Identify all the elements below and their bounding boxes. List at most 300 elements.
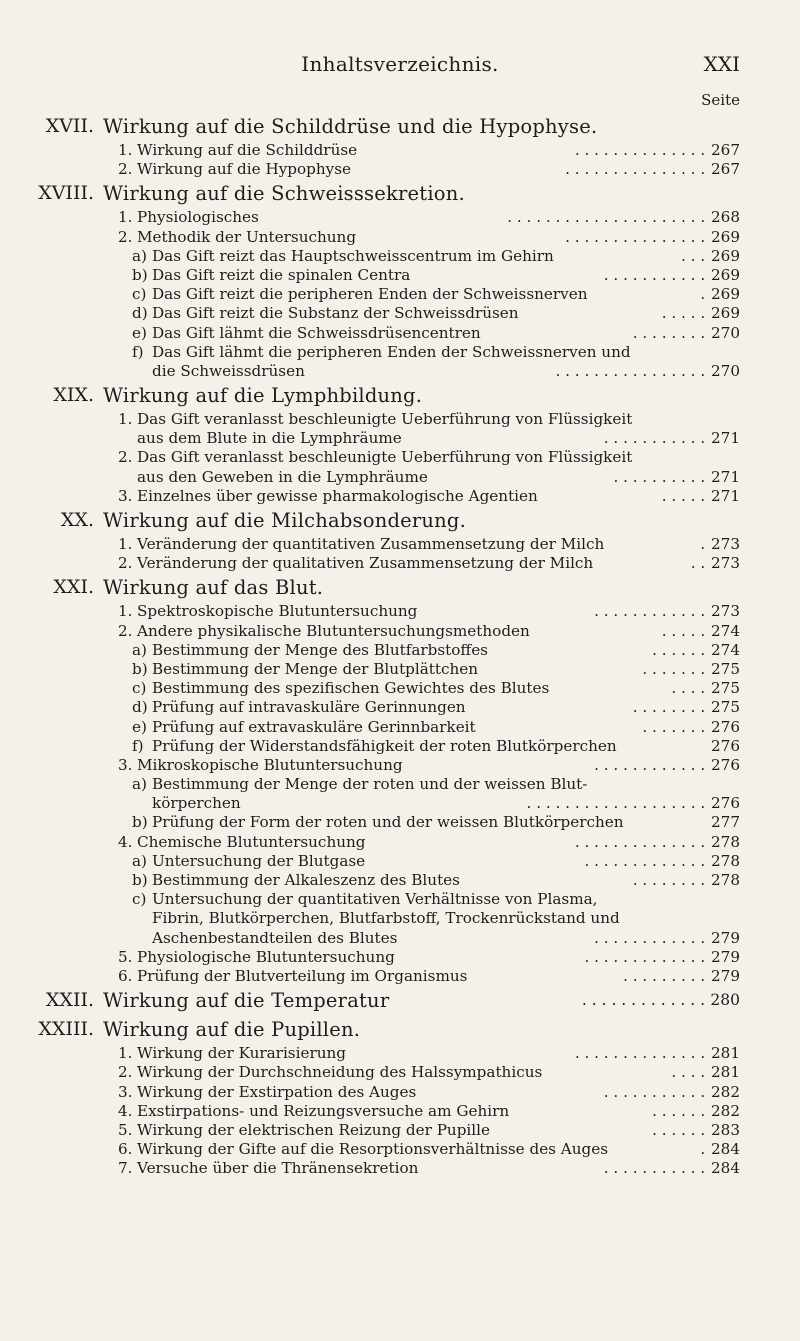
entry-text: Wirkung der Durchschneidung des Halssympathicus: [137, 1063, 543, 1082]
entry-line: [0, 641, 800, 660]
toc-subentry: [0, 890, 800, 948]
entry-line: [0, 1121, 800, 1140]
entry-page-ref: [633, 871, 740, 890]
entry-line: [0, 362, 800, 381]
chapter-title: Wirkung auf das Blut.: [103, 576, 324, 600]
toc-entry: [0, 160, 800, 179]
page-ref: 283: [711, 1120, 740, 1139]
toc-entry: [0, 208, 800, 227]
page-ref: 270: [711, 361, 740, 380]
entry-line: [0, 833, 800, 852]
entry-line: [0, 429, 800, 448]
page-ref: 278: [711, 871, 740, 889]
toc-subentry: [0, 247, 800, 266]
entry-line: [0, 698, 800, 717]
toc-subentry: [0, 718, 800, 737]
entry-line: [0, 737, 800, 756]
entry-number: 4.: [118, 832, 133, 851]
entry-text: Das Gift lähmt die Schweissdrüsencentren: [152, 323, 481, 342]
entry-text: Bestimmung des spezifischen Gewichtes des Blutes: [152, 679, 550, 698]
entry-line: [0, 266, 800, 285]
entry-text: Chemische Blutuntersuchung: [137, 832, 366, 851]
table-of-contents: [0, 112, 800, 1178]
page-ref: 275: [711, 679, 740, 698]
entry-text: Das Gift reizt die peripheren Enden der Schweissnerven: [152, 285, 588, 304]
entry-number: 1.: [118, 602, 133, 621]
toc-subentry: [0, 871, 800, 890]
entry-line: [0, 909, 800, 928]
entry-text: Prüfung auf intravaskuläre Gerinnungen: [152, 698, 466, 717]
entry-text: Physiologisches: [137, 208, 259, 227]
entry-text: aus dem Blute in die Lymphräume: [137, 429, 402, 448]
entry-number: 1.: [118, 410, 133, 429]
entry-number: e): [132, 717, 147, 736]
running-header: [0, 52, 800, 82]
running-title: Inhaltsverzeichnis.: [301, 52, 499, 76]
entry-text: Das Gift lähmt die peripheren Enden der Schweissnerven und: [152, 342, 631, 361]
toc-entry: [0, 967, 800, 986]
entry-text: Das Gift reizt die Substanz der Schweissdrüsen: [152, 304, 519, 323]
entry-number: a): [132, 775, 147, 794]
chapter-number: XIX.: [53, 384, 94, 407]
entry-text: Prüfung der Form der roten und der weissen Blutkörperchen: [152, 813, 624, 832]
entry-number: a): [132, 640, 147, 659]
entry-line: [0, 448, 800, 467]
entry-line: [0, 1102, 800, 1121]
entry-text: Wirkung der elektrischen Reizung der Pupille: [137, 1120, 490, 1139]
chapter-heading: [0, 112, 800, 141]
page-ref: 277: [711, 813, 740, 832]
chapter-title: Wirkung auf die Schilddrüse und die Hypophyse.: [103, 115, 598, 138]
leader-dots: . . . . .: [661, 621, 710, 640]
leader-dots: . . . . . . . . . . . . .: [584, 947, 710, 966]
toc-entry: [0, 1083, 800, 1102]
entry-page-ref: [575, 141, 740, 160]
leader-dots: . . . . . . . . .: [623, 966, 710, 985]
toc-entry: [0, 602, 800, 621]
leader-dots: . . . .: [671, 679, 710, 698]
entry-text: Wirkung der Exstirpation des Auges: [137, 1082, 417, 1101]
entry-text: Aschenbestandteilen des Blutes: [152, 928, 398, 947]
entry-page-ref: [556, 362, 741, 381]
entry-line: [0, 929, 800, 948]
entry-text: Physiologische Blutuntersuchung: [137, 947, 395, 966]
toc-entry: [0, 228, 800, 247]
page-ref: 273: [711, 602, 740, 621]
chapter-heading: [0, 506, 800, 535]
toc-chapter: [0, 112, 800, 179]
toc-entry: [0, 448, 800, 486]
leader-dots: . . . . . .: [652, 1120, 710, 1139]
entry-text: Das Gift veranlasst beschleunigte Ueberführung von Flüssigkeit: [137, 410, 633, 429]
entry-line: [0, 468, 800, 487]
entry-text: Veränderung der qualitativen Zusammensetzung der Milch: [137, 554, 594, 573]
toc-subentry: [0, 660, 800, 679]
page-ref: 273: [711, 535, 740, 553]
leader-dots: . . . . .: [661, 304, 710, 323]
entry-number: e): [132, 323, 147, 342]
entry-number: 7.: [118, 1159, 133, 1178]
leader-dots: . . . . . .: [652, 1101, 710, 1120]
toc-entry: [0, 535, 800, 554]
entry-text: Wirkung der Kurarisierung: [137, 1044, 346, 1063]
entry-text: Bestimmung der Menge des Blutfarbstoffes: [152, 640, 488, 659]
entry-line: [0, 948, 800, 967]
leader-dots: . . . . . . . . . . . .: [594, 928, 710, 947]
page-ref: 271: [711, 467, 740, 486]
entry-line: [0, 304, 800, 323]
chapter-number: XXIII.: [38, 1018, 94, 1041]
toc-entry: [0, 1063, 800, 1082]
entry-text: Mikroskopische Blutuntersuchung: [137, 755, 403, 774]
entry-text: Methodik der Untersuchung: [137, 227, 357, 246]
page-ref: 274: [711, 640, 740, 659]
entry-text: Wirkung auf die Schilddrüse: [137, 141, 358, 159]
entry-line: [0, 228, 800, 247]
page-ref: 269: [711, 246, 740, 265]
page-ref: 281: [711, 1044, 740, 1063]
entry-page-ref: [662, 622, 740, 641]
entry-line: [0, 1140, 800, 1159]
entry-page-ref: [527, 794, 740, 813]
entry-line: [0, 794, 800, 813]
entry-page-ref: [613, 468, 740, 487]
leader-dots: . . . . . . . . . . . .: [594, 755, 710, 774]
entry-text: die Schweissdrüsen: [152, 361, 305, 380]
chapter-number: XXII.: [45, 989, 94, 1012]
page-ref: 271: [711, 429, 740, 448]
chapter-heading: [0, 573, 800, 602]
entry-page-ref: [700, 285, 740, 304]
entry-page-ref: [565, 160, 740, 179]
page-ref: 276: [711, 794, 740, 813]
entry-number: a): [132, 851, 147, 870]
entry-page-ref: [633, 698, 740, 717]
page-ref: 278: [711, 832, 740, 851]
entry-text: Das Gift reizt die spinalen Centra: [152, 265, 411, 284]
entry-line: [0, 324, 800, 343]
entry-number: 2.: [118, 448, 133, 467]
entry-text: Untersuchung der quantitativen Verhältnisse von Plasma,: [152, 890, 598, 909]
leader-dots: . . . . . . . . . . . . . .: [574, 141, 710, 159]
leader-dots: . . .: [681, 246, 710, 265]
entry-text: Prüfung der Widerstandsfähigkeit der roten Blutkörperchen: [152, 736, 617, 755]
page-ref: 276: [711, 736, 740, 755]
entry-page-ref: [604, 266, 740, 285]
leader-dots: . . . . . . . . . . .: [603, 1082, 710, 1101]
entry-line: [0, 535, 800, 554]
leader-dots: . . . . . . . . . . .: [603, 265, 710, 284]
entry-line: [0, 602, 800, 621]
leader-dots: . . . . . . .: [642, 659, 710, 678]
page-ref: 274: [711, 621, 740, 640]
entry-number: c): [132, 679, 147, 698]
leader-dots: . . . . . . . . . . . . .: [584, 851, 710, 870]
toc-subentry: [0, 698, 800, 717]
leader-dots: .: [700, 1140, 710, 1159]
toc-entry: [0, 948, 800, 967]
toc-entry: [0, 1102, 800, 1121]
leader-dots: . . . .: [671, 1063, 710, 1082]
page-ref: 281: [711, 1063, 740, 1082]
entry-page-ref: [642, 660, 740, 679]
entry-page-ref: [604, 429, 740, 448]
entry-number: 1.: [118, 1044, 133, 1063]
leader-dots: . . . . . .: [652, 640, 710, 659]
entry-text: Veränderung der quantitativen Zusammensetzung der Milch: [137, 535, 605, 553]
leader-dots: . . . . . . . . . . . . . . . .: [555, 361, 710, 380]
entry-text: Bestimmung der Menge der Blutplättchen: [152, 659, 479, 678]
chapter-heading: [0, 179, 800, 208]
entry-number: 6.: [118, 966, 133, 985]
chapter-title: Wirkung auf die Milchabsonderung.: [103, 509, 467, 532]
page-ref: 269: [711, 265, 740, 284]
leader-dots: .: [700, 285, 710, 304]
entry-text: Wirkung auf die Hypophyse: [137, 160, 352, 179]
entry-number: 3.: [118, 486, 133, 505]
entry-number: 1.: [118, 535, 133, 553]
entry-page-ref: [623, 967, 740, 986]
entry-line: [0, 285, 800, 304]
entry-number: d): [132, 304, 148, 323]
page-ref: 282: [711, 1101, 740, 1120]
entry-page-ref: [700, 1140, 740, 1159]
entry-text: Versuche über die Thränensekretion: [137, 1159, 419, 1178]
leader-dots: . . . . . . . . . . . .: [594, 602, 710, 621]
entry-page-ref: [594, 602, 740, 621]
entry-page-ref: [662, 304, 740, 323]
entry-number: 3.: [118, 1082, 133, 1101]
entry-text: körperchen: [152, 794, 241, 813]
entry-page-ref: [604, 1159, 740, 1178]
entry-text: Fibrin, Blutkörperchen, Blutfarbstoff, Trockenrückstand und: [152, 909, 620, 928]
toc-chapter: [0, 381, 800, 506]
leader-dots: .: [700, 535, 710, 553]
entry-number: b): [132, 659, 148, 678]
entry-line: [0, 852, 800, 871]
page-ref: 273: [711, 554, 740, 573]
entry-line: [0, 1159, 800, 1178]
entry-number: f): [132, 342, 144, 361]
leader-dots: . . . . .: [661, 486, 710, 505]
toc-subentry: [0, 679, 800, 698]
page-ref: 276: [711, 755, 740, 774]
entry-page-ref: [662, 487, 740, 506]
leader-dots: . .: [690, 554, 710, 573]
leader-dots: . . . . . . . . . . . . . .: [574, 1044, 710, 1063]
toc-chapter: [0, 573, 800, 986]
entry-page-ref: [594, 929, 740, 948]
entry-page-ref: [642, 718, 740, 737]
toc-subentry: [0, 343, 800, 381]
entry-number: 6.: [118, 1140, 133, 1159]
entry-page-ref: [652, 1102, 740, 1121]
toc-entry: [0, 1159, 800, 1178]
entry-page-ref: [710, 813, 740, 832]
entry-line: [0, 890, 800, 909]
entry-line: [0, 1083, 800, 1102]
toc-entry: [0, 833, 800, 852]
leader-dots: . . . . . . . . . . . . . . . . . . .: [526, 794, 710, 813]
entry-number: 5.: [118, 1120, 133, 1139]
entry-number: 2.: [118, 227, 133, 246]
entry-text: Bestimmung der Menge der roten und der weissen Blut-: [152, 775, 588, 794]
entry-number: c): [132, 890, 147, 909]
toc-entry: [0, 487, 800, 506]
entry-line: [0, 813, 800, 832]
leader-dots: . . . . . . . . . . . . . .: [574, 832, 710, 851]
entry-line: [0, 622, 800, 641]
toc-subentry: [0, 285, 800, 304]
toc-entry: [0, 756, 800, 775]
entry-number: b): [132, 871, 148, 889]
chapter-title: Wirkung auf die Temperatur: [103, 989, 390, 1013]
toc-subentry: [0, 737, 800, 756]
toc-chapter: [0, 1015, 800, 1178]
toc-entry: [0, 622, 800, 641]
chapter-number: XVII.: [45, 115, 94, 137]
entry-page-ref: [565, 228, 740, 247]
entry-page-ref: [594, 756, 740, 775]
page-ref: 279: [711, 966, 740, 985]
page-ref: 278: [711, 851, 740, 870]
entry-page-ref: [633, 324, 740, 343]
page-ref: 267: [711, 141, 740, 159]
entry-line: [0, 660, 800, 679]
toc-chapter: [0, 986, 800, 1015]
entry-line: [0, 1044, 800, 1063]
entry-text: Spektroskopische Blutuntersuchung: [137, 602, 418, 621]
entry-number: d): [132, 698, 148, 717]
leader-dots: . . . . . . . . . . . . . . .: [565, 227, 710, 246]
entry-line: [0, 718, 800, 737]
entry-number: 3.: [118, 755, 133, 774]
toc-chapter: [0, 179, 800, 381]
page-ref: 279: [711, 928, 740, 947]
entry-line: [0, 679, 800, 698]
toc-chapter: [0, 506, 800, 573]
entry-line: [0, 160, 800, 179]
entry-text: Einzelnes über gewisse pharmakologische Agentien: [137, 486, 538, 505]
entry-page-ref: [604, 1083, 740, 1102]
leader-dots: . . . . . . . .: [632, 698, 710, 717]
chapter-title: Wirkung auf die Lymphbildung.: [103, 384, 423, 408]
chapter-heading: [0, 986, 800, 1015]
entry-text: Prüfung auf extravaskuläre Gerinnbarkeit: [152, 717, 476, 736]
entry-number: 2.: [118, 1063, 133, 1082]
page-ref: 269: [711, 285, 740, 304]
entry-page-ref: [575, 1044, 740, 1063]
page-ref: 275: [711, 659, 740, 678]
entry-number: 2.: [118, 554, 133, 573]
entry-number: 5.: [118, 947, 133, 966]
page-ref: 282: [711, 1082, 740, 1101]
leader-dots: . . . . . . . . . .: [613, 467, 710, 486]
entry-line: [0, 487, 800, 506]
page-ref: 271: [711, 486, 740, 505]
page-ref: 267: [711, 160, 740, 179]
page-ref: 284: [711, 1140, 740, 1159]
chapter-heading: [0, 381, 800, 410]
toc-entry: [0, 410, 800, 448]
page-ref: 268: [711, 208, 740, 227]
toc-subentry: [0, 852, 800, 871]
entry-number: c): [132, 285, 147, 304]
entry-page-ref: [671, 679, 740, 698]
toc-subentry: [0, 775, 800, 813]
entry-text: Exstirpations- und Reizungsversuche am Gehirn: [137, 1101, 510, 1120]
entry-line: [0, 343, 800, 362]
page-ref: 276: [711, 717, 740, 736]
entry-text: Andere physikalische Blutuntersuchungsmethoden: [137, 621, 530, 640]
leader-dots: . . . . . . . .: [632, 323, 710, 342]
chapter-page-ref: [582, 986, 740, 1015]
entry-line: [0, 141, 800, 160]
entry-page-ref: [652, 1121, 740, 1140]
entry-line: [0, 871, 800, 890]
entry-text: Bestimmung der Alkaleszenz des Blutes: [152, 871, 460, 889]
entry-number: 1.: [118, 208, 133, 227]
chapter-title: Wirkung auf die Schweisssekretion.: [103, 182, 465, 206]
toc-entry: [0, 1121, 800, 1140]
chapter-number: XVIII.: [38, 182, 94, 205]
page-ref: 279: [711, 947, 740, 966]
chapter-heading: [0, 1015, 800, 1044]
entry-text: Das Gift veranlasst beschleunigte Ueberführung von Flüssigkeit: [137, 448, 633, 467]
entry-page-ref: [671, 1063, 740, 1082]
entry-line: [0, 410, 800, 429]
entry-text: Wirkung der Gifte auf die Resorptionsverhältnisse des Auges: [137, 1140, 609, 1159]
entry-number: f): [132, 736, 144, 755]
chapter-title: Wirkung auf die Pupillen.: [103, 1018, 361, 1042]
entry-line: [0, 775, 800, 794]
entry-page-ref: [575, 833, 740, 852]
entry-page-ref: [652, 641, 740, 660]
entry-number: 2.: [118, 621, 133, 640]
entry-line: [0, 554, 800, 573]
leader-dots: . . . . . . . . . . . . .: [581, 991, 710, 1010]
entry-line: [0, 1063, 800, 1082]
page-ref: 270: [711, 323, 740, 342]
entry-number: 1.: [118, 141, 133, 159]
entry-page-ref: [584, 852, 740, 871]
entry-page-ref: [584, 948, 740, 967]
toc-entry: [0, 141, 800, 160]
entry-text: Untersuchung der Blutgase: [152, 851, 366, 870]
entry-page-ref: [700, 535, 740, 554]
toc-entry: [0, 554, 800, 573]
entry-number: 2.: [118, 160, 133, 179]
entry-line: [0, 756, 800, 775]
entry-line: [0, 967, 800, 986]
entry-number: a): [132, 246, 147, 265]
leader-dots: . . . . . . . . . . . . . . . . . . . . .: [507, 208, 710, 227]
leader-dots: . . . . . . . .: [632, 871, 710, 889]
entry-text: aus den Geweben in die Lymphräume: [137, 467, 428, 486]
page-ref: 269: [711, 227, 740, 246]
page-ref: 284: [711, 1159, 740, 1178]
leader-dots: . . . . . . . . . . .: [603, 1159, 710, 1178]
entry-text: Prüfung der Blutverteilung im Organismus: [137, 966, 468, 985]
leader-dots: . . . . . . . . . . . . . . .: [565, 160, 710, 179]
entry-number: 4.: [118, 1101, 133, 1120]
entry-page-ref: [710, 737, 740, 756]
seite-column-label: Seite: [701, 91, 740, 109]
leader-dots: . . . . . . . . . . .: [603, 429, 710, 448]
toc-subentry: [0, 304, 800, 323]
entry-line: [0, 247, 800, 266]
page-ref: 280: [710, 991, 740, 1010]
